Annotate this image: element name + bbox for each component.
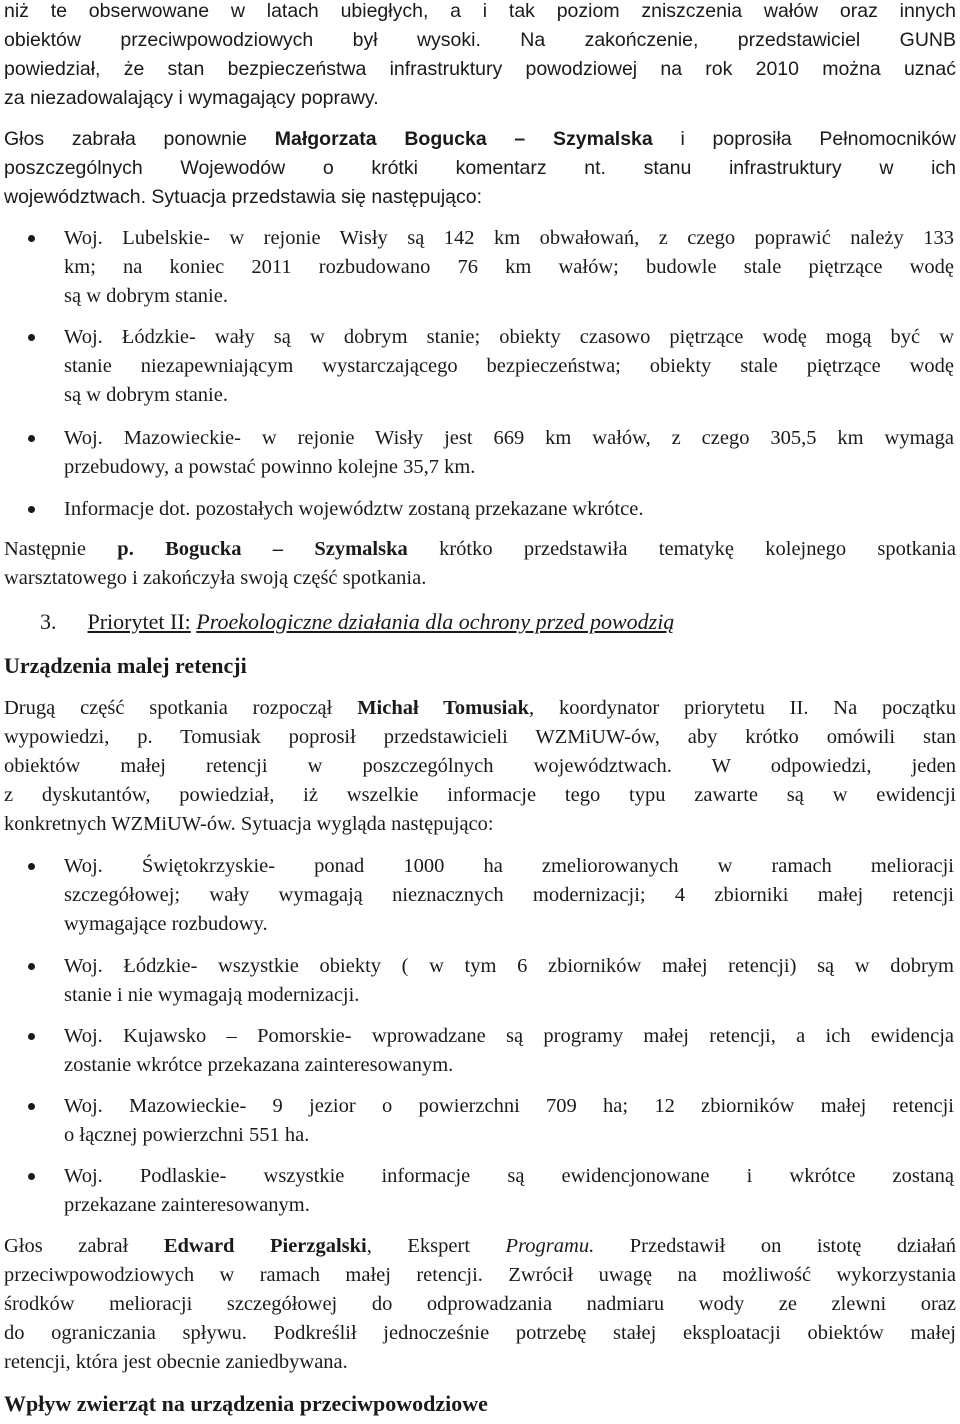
paragraph-tomusiak xyxy=(4,694,956,839)
text-line xyxy=(4,694,956,723)
text-line: km; na koniec 2011 rozbudowano 76 km wałów; budowle stale piętrzące wodę xyxy=(64,256,954,278)
text-line: o łącznej powierzchni 551 ha. xyxy=(64,1124,310,1146)
text-fragment: Drugą część spotkania rozpoczął xyxy=(4,697,358,719)
text-line: zostanie wkrótce przekazana zainteresowanym. xyxy=(64,1054,454,1076)
text-fragment: Głos zabrała ponownie xyxy=(4,128,275,150)
priority-label: Priorytet II: xyxy=(87,609,191,634)
paragraph-bogucka-request xyxy=(4,125,956,212)
bullet-icon xyxy=(28,863,35,870)
text-line: przekazane zainteresowanym. xyxy=(64,1194,310,1216)
text-line: z dyskutantów, powiedział, iż wszelkie informacje tego typu zawarte są w ewidencji xyxy=(4,784,956,806)
text-fragment: krótko przedstawiła tematykę kolejnego spotkania xyxy=(407,538,956,560)
section-heading-priority-2 xyxy=(40,607,674,636)
bullet-icon xyxy=(28,1103,35,1110)
section-number: 3. xyxy=(40,609,57,634)
speaker-name: Małgorzata Bogucka – Szymalska xyxy=(274,128,653,150)
paragraph-gunb-conclusion xyxy=(4,0,956,113)
list-item-text xyxy=(64,323,954,410)
list-item-text xyxy=(64,1162,954,1220)
priority-title: Proekologiczne działania dla ochrony przed powodzią xyxy=(196,609,675,634)
text-line: środków melioracji szczegółowej do odprowadzania nadmiaru wody ze zlewni oraz xyxy=(4,1293,956,1315)
text-line: retencji, która jest obecnie zaniedbywana. xyxy=(4,1351,348,1373)
bullet-icon xyxy=(28,963,35,970)
bullet-icon xyxy=(28,235,35,242)
text-fragment: Następnie xyxy=(4,538,118,560)
speaker-name: Michał Tomusiak xyxy=(357,697,529,719)
text-fragment: i poprosiła Pełnomocników xyxy=(652,128,956,150)
text-line: Informacje dot. pozostałych województw zostaną przekazane wkrótce. xyxy=(64,498,644,520)
text-line: przebudowy, a powstać powinno kolejne 35,7 km. xyxy=(64,456,476,478)
paragraph-pierzgalski xyxy=(4,1232,956,1377)
text-line xyxy=(4,125,956,154)
list-item-text xyxy=(64,852,954,939)
list-item-text xyxy=(64,424,954,482)
bullet-icon xyxy=(28,435,35,442)
text-line: konkretnych WZMiUW-ów. Sytuacja wygląda następująco: xyxy=(4,813,494,835)
text-line: przeciwpowodziowych w ramach małej retencji. Zwrócił uwagę na możliwość wykorzystania xyxy=(4,1264,956,1286)
text-line: warsztatowego i zakończyła swoją część spotkania. xyxy=(4,567,427,589)
text-line: za niezadowalający i wymagający poprawy. xyxy=(4,87,379,109)
subheading-small-retention: Urządzenia malej retencji xyxy=(4,653,247,678)
text-line: do ograniczania spływu. Podkreślił jednocześnie potrzebę stałej eksploatacji obiektów małej xyxy=(4,1322,956,1344)
list-item-text xyxy=(64,224,954,311)
bullet-icon xyxy=(28,334,35,341)
text-fragment: Głos zabrał xyxy=(4,1235,164,1257)
text-line: poszczególnych Wojewodów o krótki komentarz nt. stanu infrastruktury w ich xyxy=(4,157,956,179)
text-line: Woj. Świętokrzyskie- ponad 1000 ha zmeliorowanych w ramach melioracji xyxy=(64,855,954,877)
list-item-text xyxy=(64,1022,954,1080)
list-item-text xyxy=(64,952,954,1010)
text-fragment: , koordynator priorytetu II. Na początku xyxy=(529,697,957,719)
text-line: Woj. Podlaskie- wszystkie informacje są ewidencjonowane i wkrótce zostaną xyxy=(64,1165,954,1187)
list-item-text xyxy=(64,495,954,524)
text-fragment: , Ekspert xyxy=(366,1235,506,1257)
text-line: obiektów małej retencji w poszczególnych województwach. W odpowiedzi, jeden xyxy=(4,755,956,777)
text-line: stanie niezapewniającym wystarczającego bezpieczeństwa; obiekty stale piętrzące wodę xyxy=(64,355,954,377)
text-line: wypowiedzi, p. Tomusiak poprosił przedstawicieli WZMiUW-ów, aby krótko omówili stan xyxy=(4,726,956,748)
speaker-name: Edward Pierzgalski xyxy=(163,1235,367,1257)
text-line: stanie i nie wymagają modernizacji. xyxy=(64,984,360,1006)
text-line: są w dobrym stanie. xyxy=(64,285,228,307)
bullet-icon xyxy=(28,506,35,513)
list-item-text xyxy=(64,1092,954,1150)
text-line: Woj. Lubelskie- w rejonie Wisły są 142 km obwałowań, z czego poprawić należy 133 xyxy=(64,227,954,249)
text-line: obiektów przeciwpowodziowych był wysoki. Na zakończenie, przedstawiciel GUNB xyxy=(4,29,956,51)
text-line xyxy=(4,1232,956,1261)
text-line: powiedział, że stan bezpieczeństwa infrastruktury powodziowej na rok 2010 można uznać xyxy=(4,58,956,80)
subheading-animal-impact: Wpływ zwierząt na urządzenia przeciwpowodziowe xyxy=(4,1391,488,1416)
text-line: Woj. Łódzkie- wszystkie obiekty ( w tym 6 zbiorników małej retencji) są w dobrym xyxy=(64,955,954,977)
text-line: szczegółowej; wały wymagają nieznacznych modernizacji; 4 zbiorniki małej retencji xyxy=(64,884,954,906)
italic-fragment: Programu. xyxy=(505,1235,595,1257)
text-fragment: Przedstawił on istotę działań xyxy=(594,1235,957,1257)
text-line: Woj. Mazowieckie- w rejonie Wisły jest 669 km wałów, z czego 305,5 km wymaga xyxy=(64,427,954,449)
speaker-name: p. Bogucka – Szymalska xyxy=(117,538,408,560)
bullet-icon xyxy=(28,1033,35,1040)
text-line: wymagające rozbudowy. xyxy=(64,913,268,935)
bullet-icon xyxy=(28,1173,35,1180)
text-line: są w dobrym stanie. xyxy=(64,384,228,406)
text-line: Woj. Kujawsko – Pomorskie- wprowadzane są programy małej retencji, a ich ewidencja xyxy=(64,1025,954,1047)
paragraph-next-meeting xyxy=(4,535,956,593)
text-line: województwach. Sytuacja przedstawia się następująco: xyxy=(4,186,483,208)
text-line: Woj. Łódzkie- wały są w dobrym stanie; obiekty czasowo piętrzące wodę mogą być w xyxy=(64,326,954,348)
text-line xyxy=(4,535,956,564)
text-line: Woj. Mazowieckie- 9 jezior o powierzchni 709 ha; 12 zbiorników małej retencji xyxy=(64,1095,954,1117)
text-line: niż te obserwowane w latach ubiegłych, a i tak poziom zniszczenia wałów oraz innych xyxy=(4,0,956,22)
